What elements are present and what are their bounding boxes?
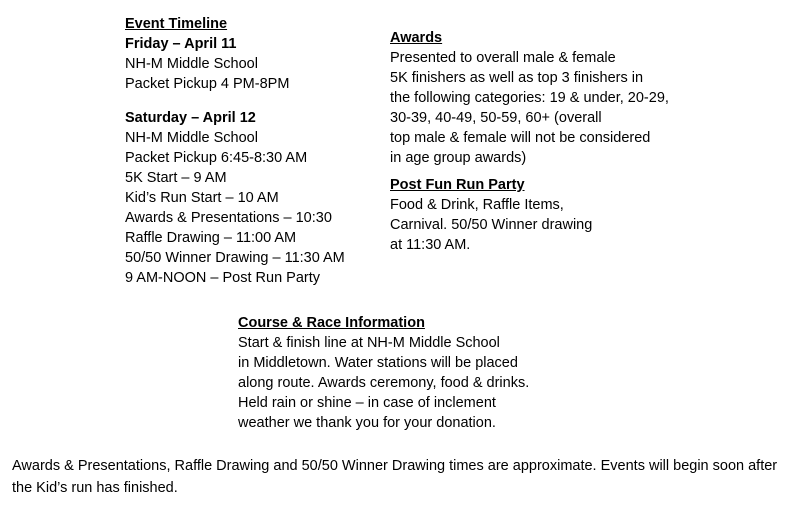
post-fun-run-party-heading: Post Fun Run Party (390, 177, 525, 193)
event-timeline-heading: Event Timeline (125, 16, 228, 32)
footnote-section (12, 455, 792, 499)
post-party-line-3: at 11:30 AM. (390, 237, 471, 253)
awards-line-4: 30-39, 40-49, 50-59, 60+ (overall (390, 110, 602, 126)
footnote-line-2: the Kid’s run has finished. (12, 480, 178, 496)
event-timeline-section (125, 14, 345, 288)
saturday-line-6: Raffle Drawing – 11:00 AM (125, 230, 297, 246)
saturday-line-7: 50/50 Winner Drawing – 11:30 AM (125, 250, 345, 266)
course-line-2: in Middletown. Water stations will be placed (238, 355, 518, 371)
awards-line-5: top male & female will not be considered (390, 130, 651, 146)
saturday-subheading: Saturday – April 12 (125, 110, 256, 126)
course-line-3: along route. Awards ceremony, food & drinks. (238, 375, 530, 391)
footnote-line-1: Awards & Presentations, Raffle Drawing and 50/50 Winner Drawing times are approximate. Events will begin soon after (12, 458, 778, 474)
awards-line-3: the following categories: 19 & under, 20-29, (390, 90, 669, 106)
friday-line-1: NH-M Middle School (125, 56, 258, 72)
course-race-information-section (238, 313, 529, 433)
friday-line-2: Packet Pickup 4 PM-8PM (125, 76, 290, 92)
awards-section (390, 28, 669, 168)
timeline-spacer (125, 94, 345, 108)
awards-line-6: in age group awards) (390, 150, 527, 166)
saturday-line-5: Awards & Presentations – 10:30 (125, 210, 332, 226)
course-race-information-heading: Course & Race Information (238, 315, 425, 331)
saturday-line-1: NH-M Middle School (125, 130, 258, 146)
saturday-line-2: Packet Pickup 6:45-8:30 AM (125, 150, 308, 166)
awards-line-2: 5K finishers as well as top 3 finishers in (390, 70, 644, 86)
saturday-line-3: 5K Start – 9 AM (125, 170, 227, 186)
saturday-line-4: Kid’s Run Start – 10 AM (125, 190, 279, 206)
course-line-5: weather we thank you for your donation. (238, 415, 496, 431)
course-line-4: Held rain or shine – in case of inclement (238, 395, 496, 411)
post-party-line-2: Carnival. 50/50 Winner drawing (390, 217, 593, 233)
post-party-line-1: Food & Drink, Raffle Items, (390, 197, 564, 213)
awards-line-1: Presented to overall male & female (390, 50, 616, 66)
awards-heading: Awards (390, 30, 443, 46)
friday-subheading: Friday – April 11 (125, 36, 237, 52)
post-fun-run-party-section (390, 175, 592, 255)
saturday-line-8: 9 AM-NOON – Post Run Party (125, 270, 321, 286)
course-line-1: Start & finish line at NH-M Middle School (238, 335, 500, 351)
